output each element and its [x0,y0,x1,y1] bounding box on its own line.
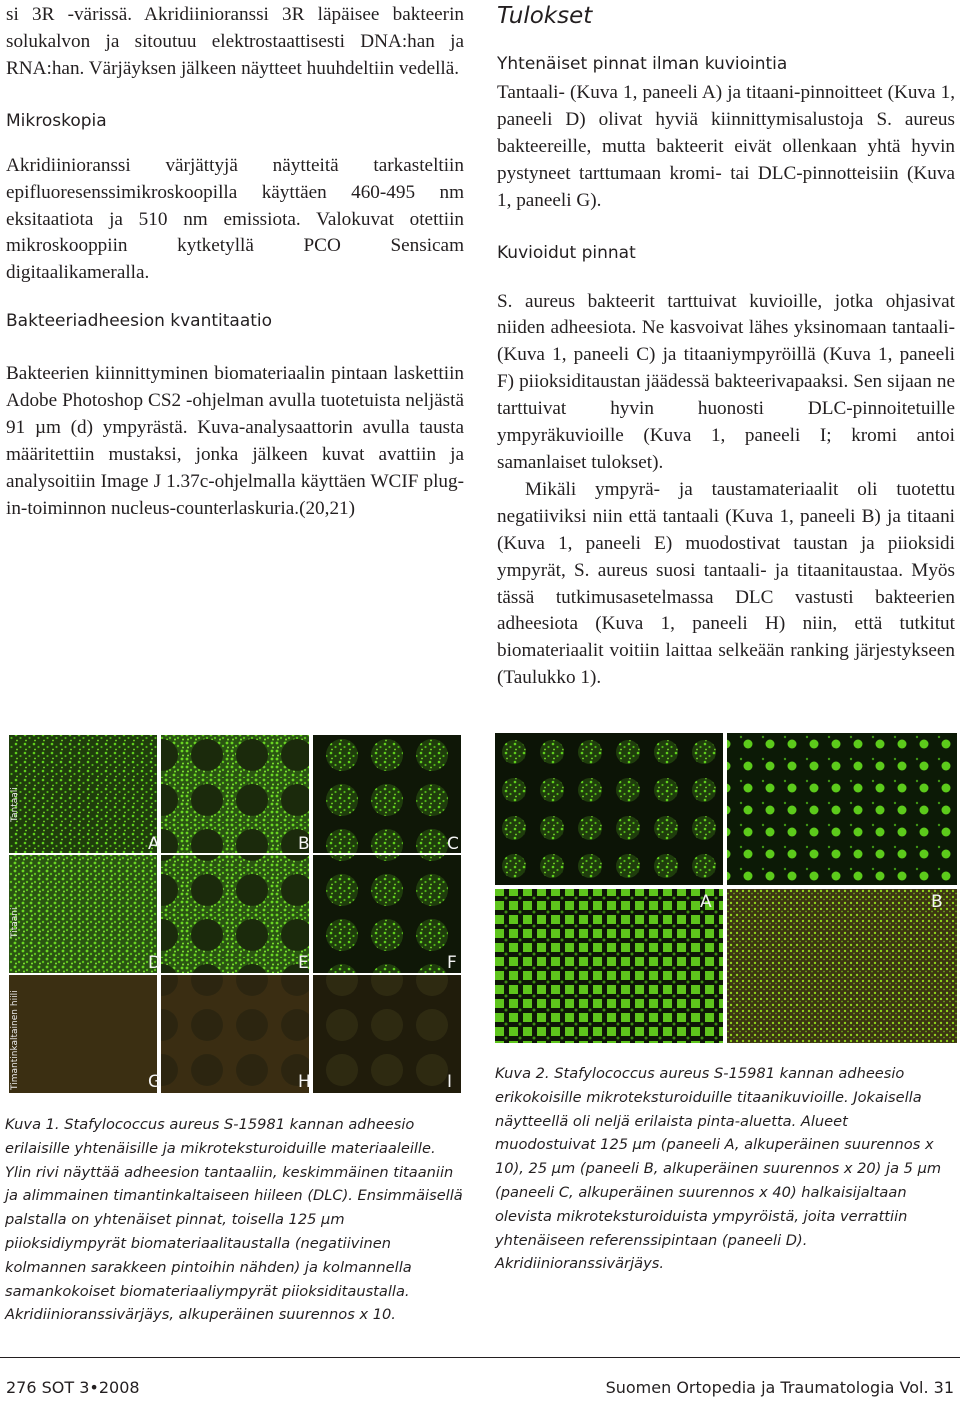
fig1-label-a: A [148,834,160,854]
microscopy-heading: Mikroskopia [6,110,107,131]
figure-1-image [5,733,465,1095]
flat-surfaces-paragraph: Tantaali- (Kuva 1, paneeli A) ja titaani-pinnoitteet (Kuva 1, paneeli D) olivat hyviä kiinnittymisalustoja S. aureus bakteereille, mutta bakteerit eivät ollenkaan yhtä hyvin pystyneet tarttumaan kromi- tai DLC-pinnotteisiin (Kuva 1, paneeli G). [497,82,955,211]
fig2-panel-d [727,889,957,1043]
figure-2-caption: Kuva 2. Stafylococcus aureus S-15981 kannan adheesio erikokoisille mikroteksturoiduille titaanikuvioille. Jokaisella näytteellä oli neljä erilaista pinta-aluetta. Alueet muodostuivat 125 µm (paneeli A, alkuperäinen suurennos x 10), 25 µm (paneeli B, alkuperäinen suurennos x 20) ja 5 µm (paneeli C, alkuperäinen suurennos x 40) halkaisijaltaan olevista mikroteksturoiduista ympyröistä, joita verrattiin yhtenäiseen referenssipintaan (paneeli D). Akridiinioranssivärjäys. [495,1065,942,1273]
fig2-panel-b [727,733,957,885]
fig1-panel-a [9,735,157,853]
fig2-panel-a [495,733,723,885]
fig1-label-g: G [148,1072,162,1092]
fig1-panel-h [161,975,309,1093]
results-heading: Tulokset [497,3,593,29]
fig1-row-label-titaani: Titaani [10,907,20,938]
fig1-panel-e [161,855,309,973]
fig1-panel-f [313,855,461,973]
quantitation-paragraph: Bakteerien kiinnittyminen biomateriaalin pintaan laskettiin Adobe Photoshop CS2 -ohjelman avulla tuotetuista neljästä 91 µm (d) ympyrästä. Kuva-analysaattorin avulla tausta määritettiin mustaksi, jonka jälkeen kuvat avattiin ja analysoitiin Image J 1.37c-ohjelmalla käyttäen WCIF plug-in-toiminnon nucleus-counterlaskuria.(20,21) [6,363,464,519]
patterned-surfaces-heading: Kuvioidut pinnat [497,242,636,263]
patterned-paragraph-2: Mikäli ympyrä- ja taustamateriaalit oli tuotettu negatiiviksi niin että tantaali (Kuva 1, paneeli B) ja titaani (Kuva 1, paneeli E) muodostivat taustan ja piioksidi ympyrät, S. aureus suosi tantaali- ja titaanitaustaa. Myös tässä tutkimusasetelmassa DLC vastusti bakteerien adheesiota (Kuva 1, paneeli H) niin, että tutkitut biomateriaalit voitiin laittaa selkeään ranking järjestykseen (Taulukko 1). [497,478,955,689]
figure-2-image [495,733,957,1043]
fig1-panel-i [313,975,461,1093]
fig1-panel-c [313,735,461,853]
microscopy-paragraph: Akridiinioranssi värjättyjä näytteitä tarkasteltiin epifluoresenssimikroskoopilla käyttäen 460-495 nm eksitaatiota ja 510 nm emissiota. Valokuvat otettiin mikroskooppiin kytketyllä PCO Sensicam digitaalikameralla. [6,154,464,284]
flat-surfaces-heading: Yhtenäiset pinnat ilman kuviointia [497,54,788,74]
intro-paragraph: si 3R -värissä. Akridiinioranssi 3R läpäisee bakteerin solukalvon ja sitoutuu elektrostaattisesti DNA:han ja RNA:han. Värjäyksen jälkeen näytteet huuhdeltiin vedellä. [6,4,464,79]
fig2-label-b: B [931,892,943,912]
fig1-label-h: H [298,1072,311,1092]
footer-left: 276 SOT 3•2008 [6,1378,140,1397]
right-column [497,2,955,692]
fig1-label-i: I [447,1072,453,1092]
fig1-panel-d [9,855,157,973]
fig1-label-f: F [447,953,457,973]
left-column [6,2,464,523]
fig1-label-c: C [447,834,459,854]
footer-right: Suomen Ortopedia ja Traumatologia Vol. 31 [605,1378,954,1397]
footer-rule [0,1357,960,1358]
fig2-label-a: A [700,892,712,912]
figure-1-caption: Kuva 1. Stafylococcus aureus S-15981 kannan adheesio erilaisille yhtenäisille ja mikroteksturoiduille materiaaleille. Ylin rivi näyttää adheesion tantaaliin, keskimmäinen titaaniin ja alimmainen timantinkaltaiseen hiileen (DLC). Ensimmäisellä palstalla on yhtenäiset pinnat, toisella 125 µm piioksidiympyrät biomateriaalitaustalla (negatiivinen kolmannen sarakkeen pintoihin nähden) ja kolmannella samankokoiset biomateriaaliympyrät piioksiditaustalla. Akridiinioranssivärjäys, alkuperäinen suurennos x 10. [5,1116,463,1324]
fig2-panel-c [495,889,723,1043]
quantitation-heading: Bakteeriadheesion kvantitaatio [6,311,273,332]
fig1-row-label-tantaali: Tantaali [10,787,20,822]
fig1-row-label-dlc: Timantinkaltainen hiili [10,990,20,1090]
fig1-panel-b [161,735,309,853]
fig1-panel-g [9,975,157,1093]
fig1-label-e: E [298,953,309,973]
fig1-label-d: D [148,953,162,973]
patterned-paragraph-1: S. aureus bakteerit tarttuivat kuvioille, jotka ohjasivat niiden adheesiota. Ne kasvoivat lähes yksinomaan tantaali- (Kuva 1, paneeli C) ja titaaniympyröillä (Kuva 1, paneeli F) piioksiditaustan jäädessä bakteerivapaaksi. Sen sijaan ne tarttuivat hyvin huonosti DLC-pinnoitetuille ympyräkuvioille (Kuva 1, paneeli I; kromi antoi samanlaiset tulokset). [497,290,955,473]
fig1-label-b: B [298,834,310,854]
